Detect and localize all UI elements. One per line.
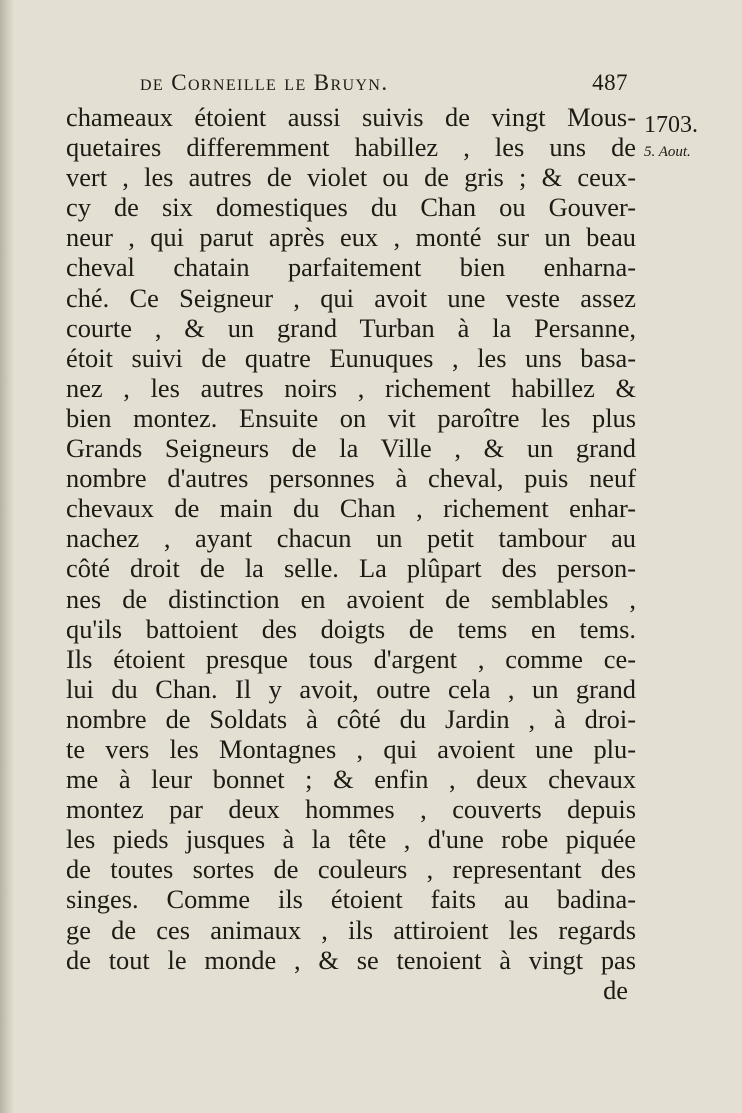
text-line: Grands Seigneurs de la Ville , & un grand bbox=[66, 433, 636, 464]
text-line: neur , qui parut après eux , monté sur un beau bbox=[66, 222, 636, 253]
margin-note-date: 5. Aout. bbox=[644, 144, 691, 160]
text-line: vert , les autres de violet ou de gris ; & ceux- bbox=[66, 162, 636, 193]
text-line: nombre d'autres personnes à cheval, puis neuf bbox=[66, 463, 636, 494]
text-line: quetaires differemment habillez , les uns de bbox=[66, 132, 636, 163]
text-line: chevaux de main du Chan , richement enhar- bbox=[66, 493, 636, 524]
text-line: montez par deux hommes , couverts depuis bbox=[66, 794, 636, 825]
running-head bbox=[140, 70, 640, 104]
text-line: Ils étoient presque tous d'argent , comme ce- bbox=[66, 643, 636, 674]
text-line: de toutes sortes de couleurs , representant des bbox=[66, 854, 636, 885]
text-line: nachez , ayant chacun un petit tambour au bbox=[66, 523, 636, 554]
text-line: de tout le monde , & se tenoient à vingt pas bbox=[66, 944, 636, 975]
catchword: de bbox=[603, 974, 628, 1005]
page-number: 487 bbox=[592, 70, 628, 95]
margin-note-year: 1703. bbox=[644, 112, 698, 138]
text-line: nez , les autres noirs , richement habillez & bbox=[66, 372, 636, 403]
text-line: qu'ils battoient des doigts de tems en tems. bbox=[66, 613, 636, 644]
running-head-title: de Corneille le Bruyn. bbox=[140, 70, 389, 95]
text-line: singes. Comme ils étoient faits au badina- bbox=[66, 884, 636, 915]
text-line: ge de ces animaux , ils attiroient les regards bbox=[66, 914, 636, 945]
text-line: cheval chatain parfaitement bien enharna- bbox=[66, 252, 636, 283]
text-line: côté droit de la selle. La plûpart des person- bbox=[66, 553, 636, 584]
text-line: cy de six domestiques du Chan ou Gouver- bbox=[66, 192, 636, 223]
text-line: chameaux étoient aussi suivis de vingt Mous- bbox=[66, 102, 636, 132]
text-line: te vers les Montagnes , qui avoient une plu- bbox=[66, 733, 636, 764]
text-line: les pieds jusques à la tête , d'une robe piquée bbox=[66, 824, 636, 855]
text-line: étoit suivi de quatre Eunuques , les uns basa- bbox=[66, 342, 636, 373]
text-line: nes de distinction en avoient de semblables , bbox=[66, 583, 636, 614]
body-text bbox=[66, 102, 636, 1005]
text-line: lui du Chan. Il y avoit, outre cela , un grand bbox=[66, 673, 636, 704]
text-line: ché. Ce Seigneur , qui avoit une veste assez bbox=[66, 282, 636, 313]
text-line: bien montez. Ensuite on vit paroître les plus bbox=[66, 402, 636, 433]
text-line: courte , & un grand Turban à la Persanne, bbox=[66, 312, 636, 343]
text-line: nombre de Soldats à côté du Jardin , à droi- bbox=[66, 703, 636, 734]
text-line: me à leur bonnet ; & enfin , deux chevaux bbox=[66, 764, 636, 795]
page-gutter-shadow bbox=[0, 0, 14, 1113]
